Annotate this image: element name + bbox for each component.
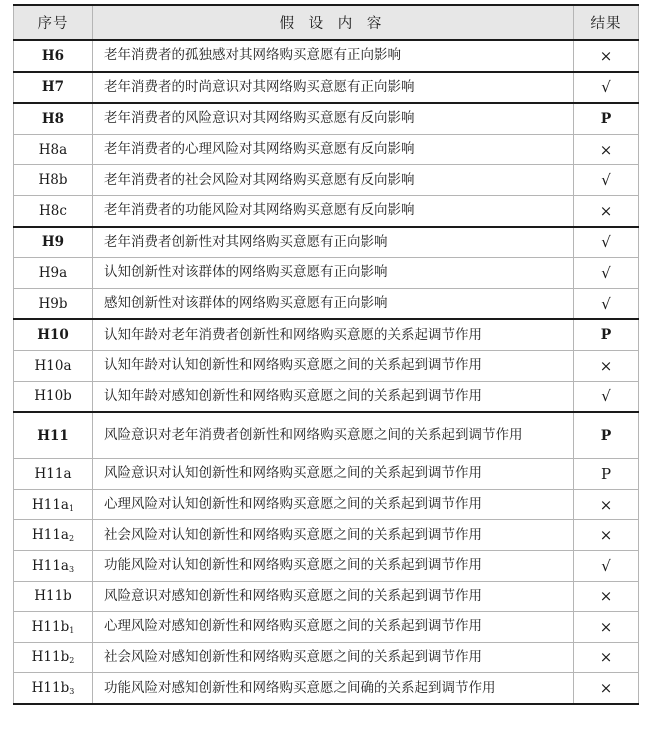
hypothesis-id-text: H11 <box>37 427 69 444</box>
hypothesis-content: 认知年龄对认知创新性和网络购买意愿之间的关系起到调节作用 <box>93 350 574 381</box>
hypothesis-id <box>14 165 93 196</box>
hypothesis-content: 风险意识对老年消费者创新性和网络购买意愿之间的关系起到调节作用 <box>93 412 574 459</box>
table-row <box>14 350 639 381</box>
hypothesis-content: 功能风险对认知创新性和网络购买意愿之间的关系起到调节作用 <box>93 550 574 581</box>
hypothesis-content: 认知创新性对该群体的网络购买意愿有正向影响 <box>93 258 574 289</box>
hypothesis-id <box>14 412 93 459</box>
hypothesis-id <box>14 227 93 258</box>
table-row <box>14 489 639 520</box>
hypothesis-id <box>14 288 93 319</box>
hypothesis-content: 心理风险对认知创新性和网络购买意愿之间的关系起到调节作用 <box>93 489 574 520</box>
hypothesis-content: 老年消费者的社会风险对其网络购买意愿有反向影响 <box>93 165 574 196</box>
hypothesis-result: √ <box>574 550 639 581</box>
table-row <box>14 134 639 165</box>
hypothesis-result: × <box>574 350 639 381</box>
hypothesis-content: 感知创新性对该群体的网络购买意愿有正向影响 <box>93 288 574 319</box>
header-result: 结果 <box>574 5 639 40</box>
table-row <box>14 165 639 196</box>
table-row <box>14 40 639 72</box>
hypothesis-table-container <box>13 4 638 705</box>
hypothesis-result: √ <box>574 288 639 319</box>
table-row <box>14 581 639 612</box>
hypothesis-id <box>14 319 93 350</box>
hypothesis-result: P <box>574 103 639 134</box>
hypothesis-content: 老年消费者创新性对其网络购买意愿有正向影响 <box>93 227 574 258</box>
hypothesis-content: 老年消费者的风险意识对其网络购买意愿有反向影响 <box>93 103 574 134</box>
hypothesis-id-subscript: 2 <box>69 656 75 666</box>
hypothesis-id-text: H11b <box>31 649 70 666</box>
hypothesis-id-text: H9a <box>38 264 68 281</box>
table-row <box>14 673 639 704</box>
hypothesis-id <box>14 258 93 289</box>
hypothesis-id-subscript: 3 <box>69 687 75 697</box>
hypothesis-id-subscript: 1 <box>68 503 75 513</box>
hypothesis-id-text: H11a <box>31 557 69 574</box>
hypothesis-result: P <box>574 459 639 490</box>
hypothesis-id-text: H11b <box>31 680 70 697</box>
hypothesis-id <box>14 40 93 72</box>
hypothesis-content: 认知年龄对感知创新性和网络购买意愿之间的关系起到调节作用 <box>93 381 574 412</box>
hypothesis-id-text: H8 <box>41 110 65 127</box>
hypothesis-result: √ <box>574 227 639 258</box>
hypothesis-result: × <box>574 581 639 612</box>
hypothesis-result: × <box>574 612 639 643</box>
hypothesis-result: × <box>574 489 639 520</box>
hypothesis-id-text: H8b <box>38 172 68 189</box>
hypothesis-id <box>14 581 93 612</box>
hypothesis-result: × <box>574 40 639 72</box>
table-row <box>14 319 639 350</box>
hypothesis-id <box>14 550 93 581</box>
hypothesis-result: × <box>574 520 639 551</box>
table-row <box>14 520 639 551</box>
hypothesis-result: × <box>574 673 639 704</box>
hypothesis-result: √ <box>574 258 639 289</box>
hypothesis-result: √ <box>574 381 639 412</box>
hypothesis-content: 老年消费者的功能风险对其网络购买意愿有反向影响 <box>93 195 574 226</box>
hypothesis-id <box>14 381 93 412</box>
hypothesis-id-text: H11a <box>34 465 72 482</box>
hypothesis-id-text: H10a <box>34 357 72 374</box>
hypothesis-id-text: H11b <box>31 618 70 635</box>
table-row <box>14 612 639 643</box>
hypothesis-content: 心理风险对感知创新性和网络购买意愿之间的关系起到调节作用 <box>93 612 574 643</box>
hypothesis-id-text: H8c <box>39 202 67 219</box>
table-row <box>14 195 639 226</box>
table-row <box>14 72 639 104</box>
hypothesis-content: 老年消费者的时尚意识对其网络购买意愿有正向影响 <box>93 72 574 104</box>
hypothesis-content: 老年消费者的孤独感对其网络购买意愿有正向影响 <box>93 40 574 72</box>
table-row <box>14 227 639 258</box>
hypothesis-id-text: H8a <box>38 141 68 158</box>
hypothesis-id <box>14 520 93 551</box>
hypothesis-id-text: H7 <box>41 79 65 96</box>
hypothesis-content: 社会风险对感知创新性和网络购买意愿之间的关系起到调节作用 <box>93 642 574 673</box>
hypothesis-content: 功能风险对感知创新性和网络购买意愿之间确的关系起到调节作用 <box>93 673 574 704</box>
table-row <box>14 459 639 490</box>
hypothesis-id <box>14 459 93 490</box>
hypothesis-id-text: H11b <box>34 588 72 605</box>
hypothesis-id-text: H11a <box>31 496 69 513</box>
hypothesis-result: P <box>574 319 639 350</box>
hypothesis-id-text: H9 <box>41 234 65 251</box>
hypothesis-id <box>14 72 93 104</box>
hypothesis-id <box>14 673 93 704</box>
hypothesis-id-text: H11a <box>31 527 69 544</box>
hypothesis-id <box>14 350 93 381</box>
hypothesis-id <box>14 103 93 134</box>
hypothesis-content: 社会风险对认知创新性和网络购买意愿之间的关系起到调节作用 <box>93 520 574 551</box>
hypothesis-id <box>14 612 93 643</box>
table-row <box>14 381 639 412</box>
hypothesis-result: × <box>574 195 639 226</box>
hypothesis-content: 认知年龄对老年消费者创新性和网络购买意愿的关系起调节作用 <box>93 319 574 350</box>
hypothesis-id-subscript: 2 <box>68 534 75 544</box>
hypothesis-table <box>13 4 639 705</box>
table-row <box>14 288 639 319</box>
header-content: 假 设 内 容 <box>93 5 574 40</box>
hypothesis-id-subscript: 3 <box>68 564 75 574</box>
table-row <box>14 550 639 581</box>
hypothesis-id-text: H10 <box>37 327 69 344</box>
hypothesis-result: × <box>574 134 639 165</box>
header-id: 序号 <box>14 5 93 40</box>
table-row <box>14 412 639 459</box>
hypothesis-result: √ <box>574 72 639 104</box>
hypothesis-result: √ <box>574 165 639 196</box>
hypothesis-id-text: H6 <box>41 47 65 64</box>
hypothesis-id <box>14 195 93 226</box>
table-row <box>14 258 639 289</box>
hypothesis-result: × <box>574 642 639 673</box>
hypothesis-id <box>14 489 93 520</box>
hypothesis-result: P <box>574 412 639 459</box>
hypothesis-id-text: H9b <box>38 295 68 312</box>
table-row <box>14 103 639 134</box>
hypothesis-id <box>14 642 93 673</box>
table-row <box>14 642 639 673</box>
hypothesis-content: 风险意识对认知创新性和网络购买意愿之间的关系起到调节作用 <box>93 459 574 490</box>
table-header-row <box>14 5 639 40</box>
hypothesis-id-text: H10b <box>34 388 72 405</box>
hypothesis-id-subscript: 1 <box>69 625 75 635</box>
hypothesis-content: 老年消费者的心理风险对其网络购买意愿有反向影响 <box>93 134 574 165</box>
hypothesis-content: 风险意识对感知创新性和网络购买意愿之间的关系起到调节作用 <box>93 581 574 612</box>
hypothesis-id <box>14 134 93 165</box>
